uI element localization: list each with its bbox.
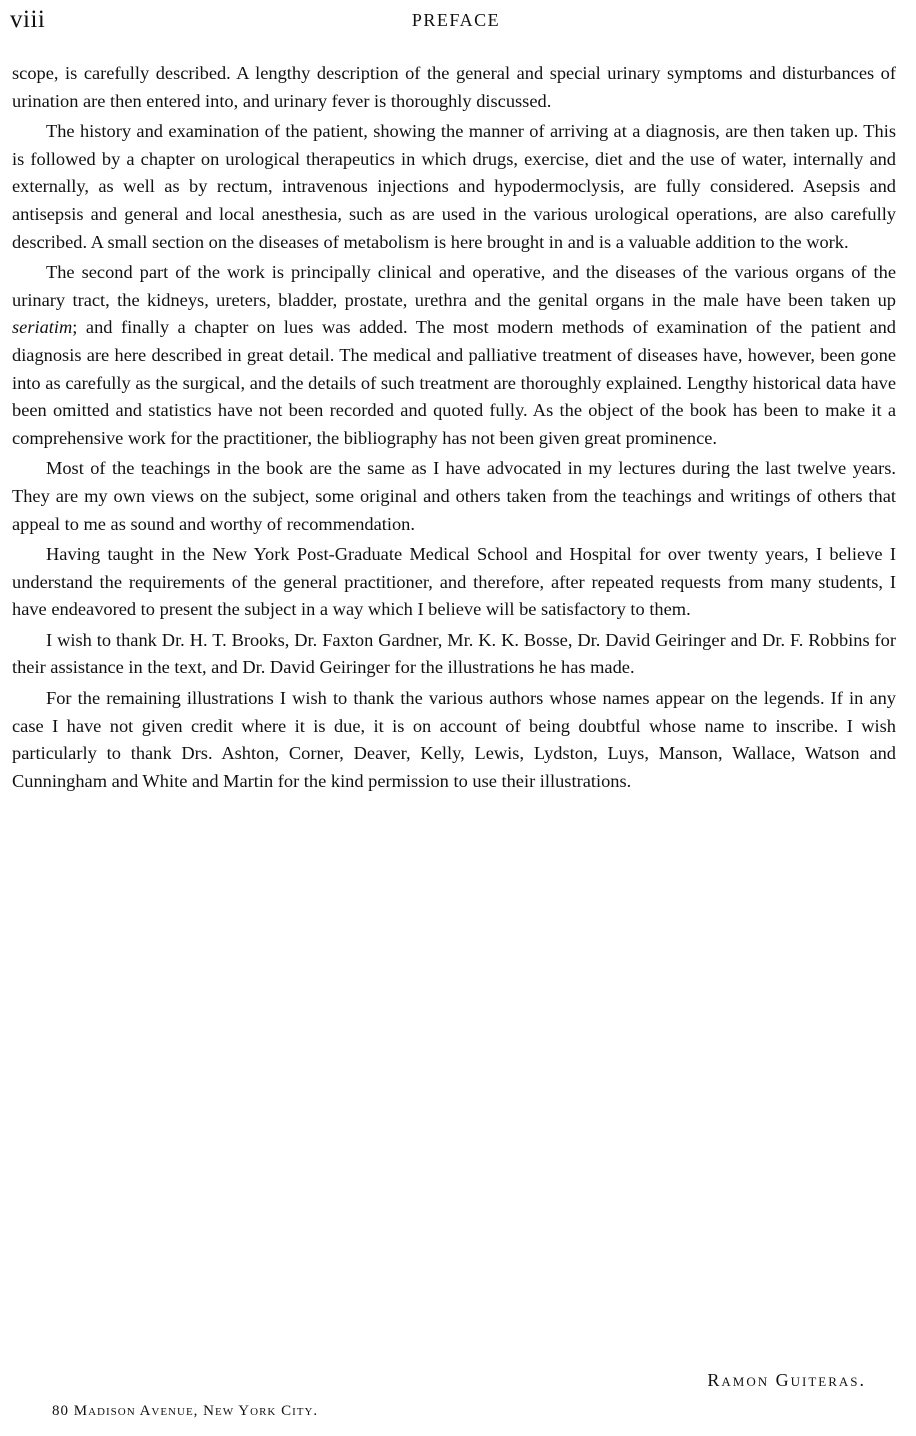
preface-body <box>12 60 896 798</box>
running-head-title: PREFACE <box>411 10 501 30</box>
paragraph-4: Most of the teachings in the book are the same as I have advocated in my lectures during the last twelve years. They are my own views on the subject, some original and others taken from the teachings and writings of others that appeal to me as sound and worthy of recommendation. <box>12 458 896 534</box>
paragraph-6: I wish to thank Dr. H. T. Brooks, Dr. Faxton Gardner, Mr. K. K. Bosse, Dr. David Geiringer and Dr. F. Robbins for their assistance in the text, and Dr. David Geiringer for the illustrations he has made. <box>12 629 896 678</box>
paragraph-1: scope, is carefully described. A lengthy description of the general and special urinary symptoms and disturbances of urination are then entered into, and urinary fever is thoroughly discussed. <box>12 63 896 111</box>
paragraph-3 <box>12 259 896 452</box>
paragraph-2: The history and examination of the patient, showing the manner of arriving at a diagnosis, are then taken up. This is followed by a chapter on urological therapeutics in which drugs, exercise, diet and the use of water, internally and externally, as well as by rectum, intravenous injections and hypodermoclysis, are fully considered. Asepsis and antisepsis and general and local anesthesia, such as are used in the various urological operations, are also carefully described. A small section on the diseases of metabolism is here brought in and is a valuable addition to the work. <box>12 121 896 252</box>
paragraph-5: Having taught in the New York Post-Graduate Medical School and Hospital for over twenty years, I believe I understand the requirements of the general practitioner, and therefore, after repeated requests from many students, I have endeavored to present the subject in a way which I believe will be satisfactory to them. <box>12 544 896 620</box>
page-header <box>10 6 902 38</box>
author-signature: Ramon Guiteras. <box>707 1370 866 1390</box>
paragraph-3-italic: seriatim <box>12 317 73 338</box>
author-address: 80 Madison Avenue, New York City. <box>52 1403 319 1419</box>
paragraph-3-before: The second part of the work is principally clinical and operative, and the diseases of the various organs of the urinary tract, the kidneys, ureters, bladder, prostate, urethra and the genital organs in the male have been taken up <box>12 262 896 310</box>
paragraph-3-after: ; and finally a chapter on lues was added. The most modern methods of examination of the patient and diagnosis are here described in great detail. The medical and palliative treatment of diseases have, however, been gone into as carefully as the surgical, and the details of such treatment are thoroughly explained. Lengthy historical data have been omitted and statistics have not been recorded and quoted fully. As the object of the book has been to make it a comprehensive work for the practitioner, the bibliography has not been given great prominence. <box>12 317 896 448</box>
paragraph-7: For the remaining illustrations I wish to thank the various authors whose names appear on the legends. If in any case I have not given credit where it is due, it is on account of being doubtful whose name to inscribe. I wish particularly to thank Drs. Ashton, Corner, Deaver, Kelly, Lewis, Lydston, Luys, Manson, Wallace, Watson and Cunningham and White and Martin for the kind permission to use their illustrations. <box>12 688 896 791</box>
page-number: viii <box>10 6 46 33</box>
